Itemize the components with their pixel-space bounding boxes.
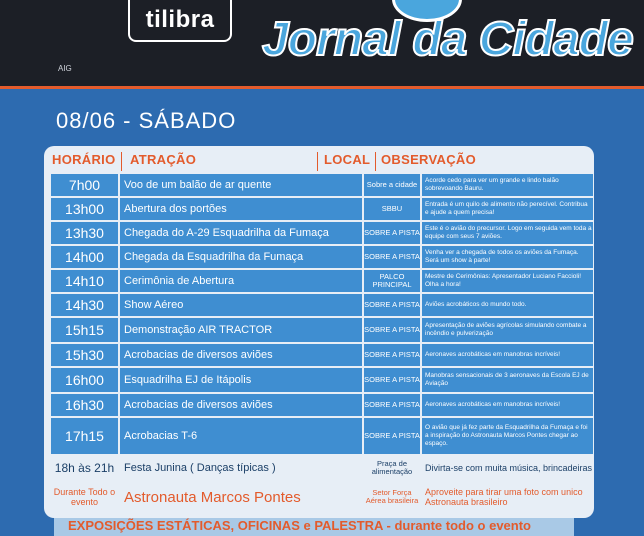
local-cell: SOBRE A PISTA [364, 246, 420, 268]
attraction-cell: Acrobacias de diversos aviões [120, 394, 362, 416]
schedule-row [51, 418, 593, 454]
local-cell: Sobre a cidade [364, 174, 420, 196]
schedule-row [51, 344, 593, 366]
observation-cell: Aeronaves acrobáticas em manobras incríveis! [422, 394, 593, 416]
schedule-row [51, 198, 593, 220]
attraction-cell: Voo de um balão de ar quente [120, 174, 362, 196]
attraction-cell: Acrobacias de diversos aviões [120, 344, 362, 366]
time-cell: 13h30 [51, 222, 118, 244]
schedule-row [51, 482, 593, 512]
schedule-row [51, 270, 593, 292]
time-cell: 7h00 [51, 174, 118, 196]
time-cell: 16h00 [51, 368, 118, 392]
schedule-row [51, 222, 593, 244]
local-cell: SOBRE A PISTA [364, 368, 420, 392]
time-cell: 14h10 [51, 270, 118, 292]
time-cell: 16h30 [51, 394, 118, 416]
newspaper-logo: Jornal da Cidade [262, 13, 633, 66]
local-cell: SOBRE A PISTA [364, 318, 420, 342]
attraction-cell: Acrobacias T-6 [120, 418, 362, 454]
observation-cell: Aproveite para tirar uma foto com unico Astronauta brasileiro [422, 482, 593, 512]
attraction-cell: Show Aéreo [120, 294, 362, 316]
local-cell: Setor Força Aérea brasileira [364, 482, 420, 512]
observation-cell: Mestre de Cerimônias: Apresentador Luciano Faccioli! Olha a hora! [422, 270, 593, 292]
local-cell: Praça de alimentação [364, 456, 420, 480]
attraction-cell: Festa Junina ( Danças típicas ) [120, 456, 362, 480]
observation-cell: Divirta-se com muita música, brincadeiras [422, 456, 593, 480]
observation-cell: Venha ver a chegada de todos os aviões da Fumaça. Será um show à parte! [422, 246, 593, 268]
observation-cell: Acorde cedo para ver um grande e lindo balão sobrevoando Bauru. [422, 174, 593, 196]
col-header-observation: OBSERVAÇÃO [381, 152, 476, 167]
time-cell: 17h15 [51, 418, 118, 454]
tilibra-logo: tilibra [128, 0, 232, 42]
header-divider [121, 152, 122, 171]
attraction-cell: Cerimônia de Abertura [120, 270, 362, 292]
col-header-local: LOCAL [324, 152, 371, 167]
schedule-row [51, 394, 593, 416]
observation-cell: Manobras sensacionais de 3 aeronaves da Escola EJ de Aviação [422, 368, 593, 392]
schedule-row [51, 318, 593, 342]
schedule-row [51, 294, 593, 316]
local-cell: SOBRE A PISTA [364, 222, 420, 244]
schedule-row [51, 456, 593, 480]
col-header-attraction: ATRAÇÃO [130, 152, 197, 167]
observation-cell: Entrada é um quilo de alimento não perecível. Contribua e ajude a quem precisa! [422, 198, 593, 220]
observation-cell: Aeronaves acrobáticas em manobras incríveis! [422, 344, 593, 366]
observation-cell: Aviões acrobáticos do mundo todo. [422, 294, 593, 316]
local-cell: SOBRE A PISTA [364, 344, 420, 366]
attraction-cell: Chegada da Esquadrilha da Fumaça [120, 246, 362, 268]
schedule-row [51, 368, 593, 392]
aig-logo: AIG [58, 64, 72, 73]
header-divider [317, 152, 318, 171]
time-cell: Durante Todo o evento [51, 482, 118, 512]
attraction-cell: Astronauta Marcos Pontes [120, 482, 362, 512]
time-cell: 18h às 21h [51, 456, 118, 480]
time-cell: 15h15 [51, 318, 118, 342]
attraction-cell: Chegada do A-29 Esquadrilha da Fumaça [120, 222, 362, 244]
exhibitions-banner: EXPOSIÇÕES ESTÁTICAS, OFICINAS e PALESTRA - durante todo o evento [54, 518, 574, 536]
local-cell: SBBU [364, 198, 420, 220]
local-cell: PALCO PRINCIPAL [364, 270, 420, 292]
attraction-cell: Abertura dos portões [120, 198, 362, 220]
local-cell: SOBRE A PISTA [364, 418, 420, 454]
date-heading: 08/06 - SÁBADO [56, 108, 237, 133]
col-header-time: HORÁRIO [52, 152, 116, 167]
time-cell: 15h30 [51, 344, 118, 366]
observation-cell: Este é o avião do precursor. Logo em seguida vem toda a equipe com seus 7 aviões. [422, 222, 593, 244]
attraction-cell: Demonstração AIR TRACTOR [120, 318, 362, 342]
local-cell: SOBRE A PISTA [364, 294, 420, 316]
header-divider [375, 152, 376, 171]
attraction-cell: Esquadrilha EJ de Itápolis [120, 368, 362, 392]
schedule-row [51, 246, 593, 268]
observation-cell: O avião que já fez parte da Esquadrilha da Fumaça e foi a inspiração do Astronauta Marcos Pontes chegar ao espaço. [422, 418, 593, 454]
time-cell: 13h00 [51, 198, 118, 220]
time-cell: 14h00 [51, 246, 118, 268]
observation-cell: Apresentação de aviões agrícolas simulando combate a incêndio e pulverização [422, 318, 593, 342]
local-cell: SOBRE A PISTA [364, 394, 420, 416]
time-cell: 14h30 [51, 294, 118, 316]
schedule-row [51, 174, 593, 196]
header-bar [0, 0, 644, 89]
